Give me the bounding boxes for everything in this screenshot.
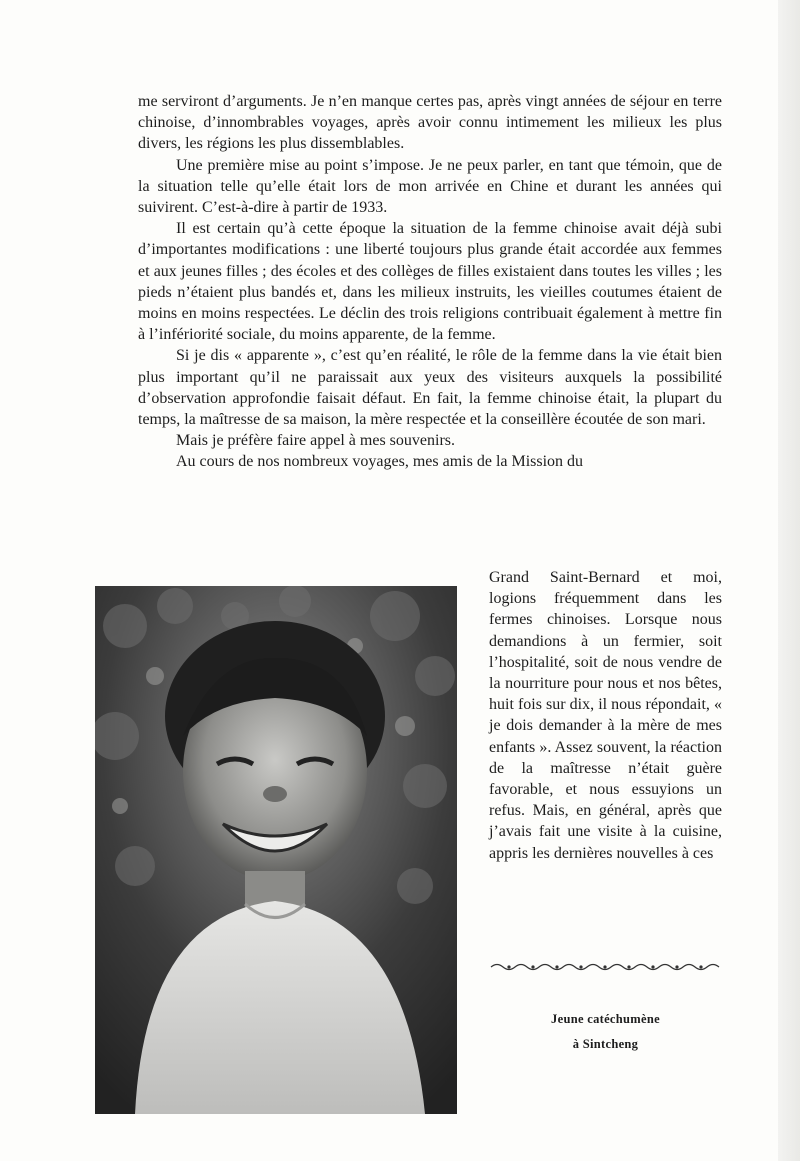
ornamental-divider <box>489 960 722 974</box>
photo-caption-line-1: Jeune catéchumène <box>551 1012 660 1026</box>
paragraph-3: Il est certain qu’à cette époque la situation de la femme chinoise avait déjà subi d’importantes modifications : une liberté toujours plus grande était accordée aux femmes et aux jeunes filles ; des écoles et des collèges de filles existaient dans toutes les villes ; les pieds n’étaient plus bandés et, dans les milieux instruits, les vieilles coutumes étaient de moins en moins respectées. Le déclin des trois religions contribuait également à mettre fin à l’infériorité sociale, du moins apparente, de la femme. <box>138 220 722 344</box>
photo-caption-line-2: à Sintcheng <box>572 1037 639 1051</box>
paragraph-1: me serviront d’arguments. Je n’en manque certes pas, après vingt années de séjour en terre chinoise, d’innombrables voyages, après avoir connu intimement les milieux les plus divers, les régions les plus dissemblables. <box>138 93 722 153</box>
main-text-block <box>138 91 722 473</box>
paragraph-4: Si je dis « apparente », c’est qu’en réalité, le rôle de la femme dans la vie était bien plus important qu’il ne paraissait aux yeux des visiteurs auxquels la possibilité d’observation approfondie faisait défaut. En fait, la femme chinoise était, la plupart du temps, la maîtresse de sa maison, la mère respectée et la conseillère écoutée de son mari. <box>138 347 722 429</box>
side-paragraph: Grand Saint-Bernard et moi, logions fréquemment dans les fermes chinoises. Lorsque nous demandions à un fermier, soit l’hospitalité, soit de nous vendre de la nourriture pour nous et nos bêtes, huit fois sur dix, il nous répondait, « je dois demander à la mère de mes enfants ». Assez souvent, la réaction de la maîtresse n’était guère favorable, et nous essuyions un refus. Mais, en général, après que j’avais fait une visite à la cuisine, appris les dernières nouvelles à ces <box>489 569 722 862</box>
side-text-block <box>489 567 722 864</box>
paragraph-2: Une première mise au point s’impose. Je ne peux parler, en tant que témoin, que de la situation telle qu’elle était lors de mon arrivée en Chine et durant les années qui suivirent. C’est-à-dire à partir de 1933. <box>138 156 722 217</box>
paragraph-6: Au cours de nos nombreux voyages, mes amis de la Mission du <box>176 453 584 471</box>
paragraph-5: Mais je préfère faire appel à mes souvenirs. <box>176 432 455 450</box>
page-edge <box>778 0 800 1161</box>
photo-young-girl <box>95 586 457 1114</box>
